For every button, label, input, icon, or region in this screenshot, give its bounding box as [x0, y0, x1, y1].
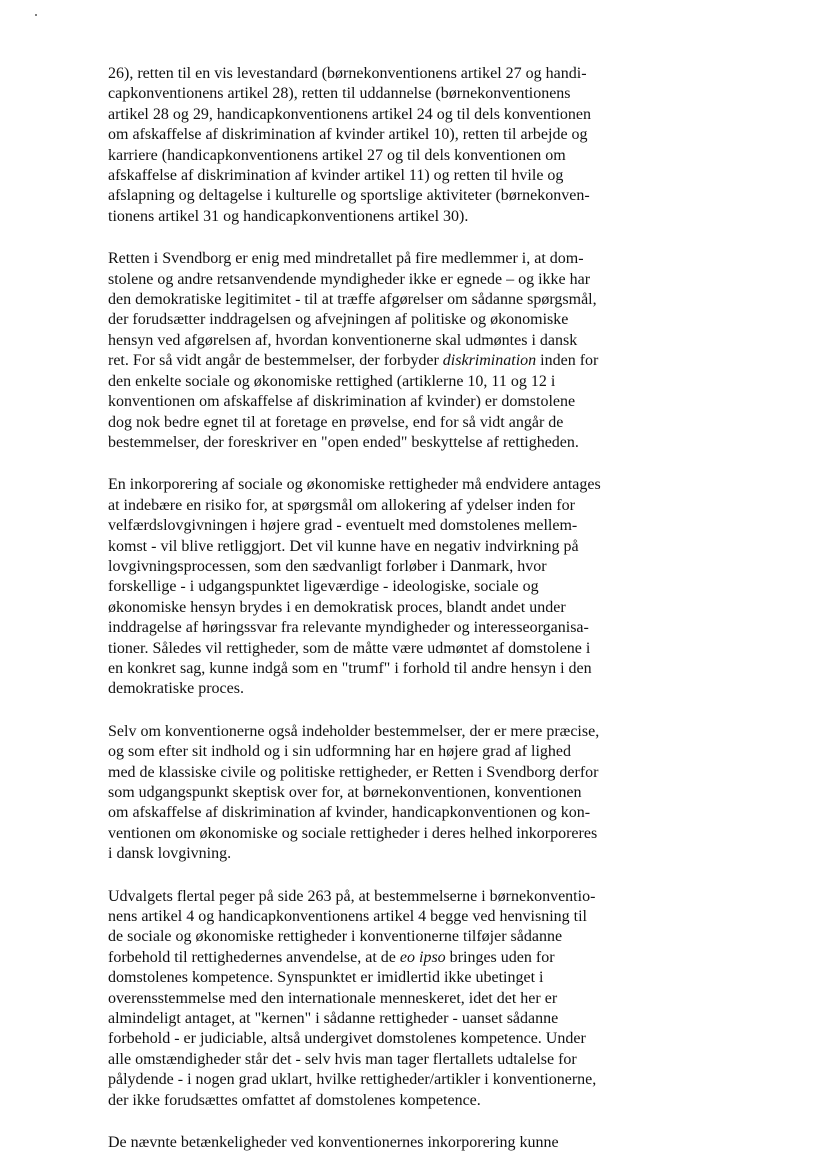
text-line: 26), retten til en vis levestandard (børnekonventionens artikel 27 og handi- [108, 65, 587, 82]
text-line: som udgangspunkt skeptisk over for, at børnekonventionen, konventionen [108, 784, 582, 801]
text-line: domstolenes kompetence. Synspunktet er imidlertid ikke ubetinget i [108, 969, 544, 987]
text-line: capkonventionens artikel 28), retten til uddannelse (børnekonventionens [108, 85, 571, 103]
text-line: om afskaffelse af diskrimination af kvinder, handicapkonventionen og kon- [108, 804, 591, 822]
scan-speck [35, 14, 37, 16]
text-line: hensyn ved afgørelsen af, hvordan konventionerne skal udmøntes i dansk [108, 331, 578, 349]
paragraph [108, 887, 608, 1111]
text-line: en konkret sag, kunne indgå som en "trumf" i forhold til andre hensyn i den [108, 659, 592, 677]
text-line: karriere (handicapkonventionens artikel 27 og til dels konventionen om [108, 146, 566, 164]
text-line: den demokratiske legitimitet - til at træffe afgørelser om sådanne spørgsmål, [108, 291, 597, 309]
text-line: lovgivningsprocessen, som den sædvanligt forløber i Danmark, hvor [108, 557, 547, 575]
document-body [108, 64, 608, 1176]
text-line: afskaffelse af diskrimination af kvinder artikel 11) og retten til hvile og [108, 167, 564, 185]
text-line: forbehold - er judiciable, altså undergivet domstolenes kompetence. Under [108, 1030, 586, 1048]
text-line: der ikke forudsættes omfattet af domstolenes kompetence. [108, 1091, 481, 1109]
text-line: overensstemmelse med den internationale menneskeret, idet det her er [108, 989, 558, 1007]
text-line: ret. For så vidt angår de bestemmelser, der forbyder diskrimination inden for [108, 352, 599, 370]
paragraph [108, 249, 608, 453]
text-line: økonomiske hensyn brydes i en demokratisk proces, blandt andet under [108, 598, 566, 616]
text-line: tioner. Således vil rettigheder, som de måtte være udmøntet af domstolene i [108, 639, 591, 657]
text-line: at indebære en risiko for, at spørgsmål om allokering af ydelser inden for [108, 496, 575, 514]
text-line: forbehold til rettighedernes anvendelse, at de eo ipso bringes uden for [108, 948, 555, 966]
paragraph [108, 64, 608, 227]
text-line: alle omstændigheder står det - selv hvis man tager flertallets udtalelse for [108, 1050, 577, 1068]
text-line: pålydende - i nogen grad uklart, hvilke rettigheder/artikler i konventionerne, [108, 1071, 597, 1089]
text-line: velfærdslovgivningen i højere grad - eventuelt med domstolenes mellem- [108, 517, 578, 535]
text-line: demokratiske proces. [108, 680, 244, 698]
text-line: Udvalgets flertal peger på side 263 på, at bestemmelserne i børnekonventio- [108, 887, 596, 905]
text-line: De nævnte betænkeligheder ved konventionernes inkorporering kunne [108, 1134, 559, 1152]
text-line: nens artikel 4 og handicapkonventionens artikel 4 begge ved henvisning til [108, 908, 587, 926]
text-line: og som efter sit indhold og i sin udformning har en højere grad af lighed [108, 743, 572, 761]
paragraph [108, 722, 608, 865]
text-line: Selv om konventionerne også indeholder bestemmelser, der er mere præcise, [108, 722, 600, 740]
paragraph [108, 475, 608, 699]
text-line: almindeligt antaget, at "kernen" i sådanne rettigheder - uanset sådanne [108, 1010, 559, 1028]
text-line: i dansk lovgivning. [108, 845, 232, 863]
emphasis: eo ipso [399, 948, 446, 966]
text-line: artikel 28 og 29, handicapkonventionens artikel 24 og til dels konventionen [108, 105, 592, 123]
text-line: afslapning og deltagelse i kulturelle og sportslige aktiviteter (børnekonven- [108, 187, 590, 205]
text-line: komst - vil blive retliggjort. Det vil kunne have en negativ indvirkning på [108, 537, 579, 555]
text-line: stolene og andre retsanvendende myndigheder ikke er egnede – og ikke har [108, 270, 591, 288]
text-line: konventionen om afskaffelse af diskrimination af kvinder) er domstolene [108, 393, 576, 411]
text-line: der forudsætter inddragelsen og afvejningen af politiske og økonomiske [108, 311, 569, 329]
paragraph [108, 1133, 608, 1153]
text-line: den enkelte sociale og økonomiske rettighed (artiklerne 10, 11 og 12 i [108, 372, 556, 390]
text-line: om afskaffelse af diskrimination af kvinder artikel 10), retten til arbejde og [108, 126, 588, 144]
text-line: forskellige - i udgangspunktet ligeværdige - ideologiske, sociale og [108, 578, 539, 596]
text-line: dog nok bedre egnet til at foretage en prøvelse, end for så vidt angår de [108, 413, 564, 431]
text-line: Retten i Svendborg er enig med mindretallet på fire medlemmer i, at dom- [108, 250, 584, 268]
text-line: tionens artikel 31 og handicapkonventionens artikel 30). [108, 207, 469, 225]
emphasis: diskrimination [442, 352, 537, 370]
text-line: de sociale og økonomiske rettigheder i konventionerne tilføjer sådanne [108, 928, 563, 946]
text-line: En inkorporering af sociale og økonomiske rettigheder må endvidere antages [108, 476, 601, 494]
text-line: bestemmelser, der foreskriver en "open ended" beskyttelse af rettigheden. [108, 433, 579, 451]
text-line: med de klassiske civile og politiske rettigheder, er Retten i Svendborg derfor [108, 763, 599, 781]
text-line: inddragelse af høringssvar fra relevante myndigheder og interesseorganisa- [108, 619, 589, 637]
text-line: ventionen om økonomiske og sociale rettigheder i deres helhed inkorporeres [108, 824, 598, 842]
